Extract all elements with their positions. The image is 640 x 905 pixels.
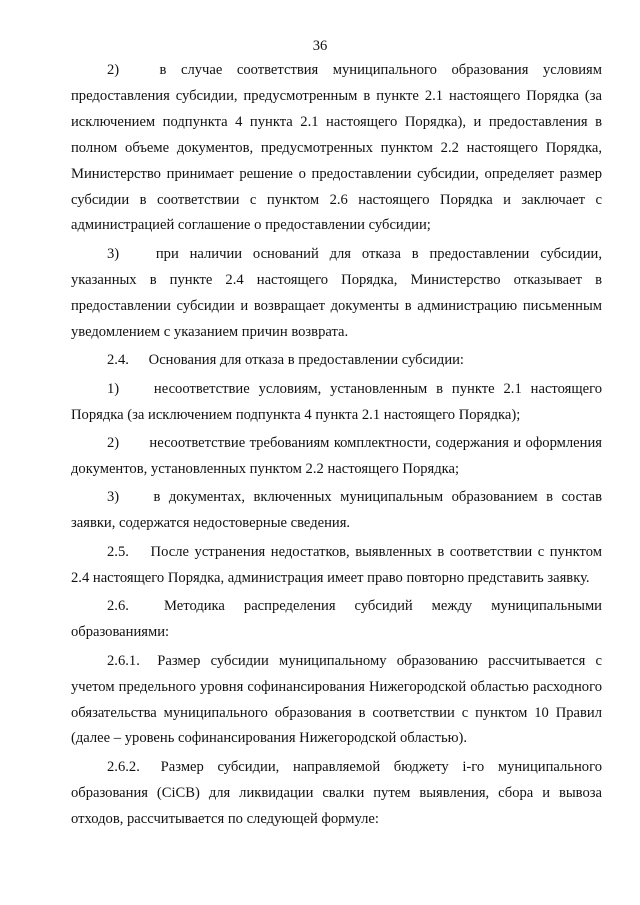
- item-number: 2.5.: [107, 543, 129, 560]
- item-number: 2.4.: [107, 352, 129, 369]
- page-number: 36: [312, 38, 328, 54]
- item-number: 2.6.1.: [107, 652, 140, 669]
- paragraph-text: несоответствие требованиям комплектности, содержания и оформления документов, установленных пунктом 2.2 настоящего Порядка;: [71, 435, 602, 477]
- paragraph: [71, 540, 602, 592]
- paragraph: [71, 377, 602, 429]
- paragraph-text: при наличии оснований для отказа в предоставлении субсидии, указанных в пункте 2.4 настоящего Порядка, Министерство отказывает в предоставлении субсидии и возвращает документы в администрацию письменным уведомлением с указанием причин возврата.: [71, 245, 602, 340]
- paragraph-text: После устранения недостатков, выявленных в соответствии с пунктом 2.4 настоящего Порядка, администрация имеет право повторно представить заявку.: [71, 543, 603, 586]
- paragraph: [71, 58, 602, 239]
- item-number: 1): [107, 380, 120, 397]
- paragraph-text: несоответствие условиям, установленным в пункте 2.1 настоящего Порядка (за исключением подпункта 4 пункта 2.1 настоящего Порядка);: [71, 380, 602, 423]
- paragraph: [71, 348, 602, 374]
- paragraph-text: Размер субсидии муниципальному образованию рассчитывается с учетом предельного уровня софинансирования Нижегородской областью расходного обязательства муниципального образования в соответствии с пунктом 10 Правил (далее – уровень софинансирования Нижегородской областью).: [71, 652, 602, 747]
- paragraph-text: в случае соответствия муниципального образования условиям предоставления субсидии, предусмотренным в пункте 2.1 настоящего Порядка (за исключением подпункта 4 пункта 2.1 настоящего Порядка), и предоставления в полном объеме документов, предусмотренных пунктом 2.2 настоящего Порядка, Министерство принимает решение о предоставлении субсидии, определяет размер субсидии в соответствии с пунктом 2.6 настоящего Порядка и заключает с администрацией соглашение о предоставлении субсидии;: [71, 62, 602, 234]
- item-number: 3): [107, 245, 120, 262]
- paragraph: [71, 431, 602, 483]
- paragraph: [71, 594, 602, 646]
- paragraph-text: Основания для отказа в предоставлении субсидии:: [148, 352, 464, 369]
- paragraph: [71, 755, 602, 833]
- document-body: [71, 58, 602, 835]
- item-number: 2): [107, 62, 120, 78]
- item-number: 2): [107, 435, 120, 452]
- item-number: 2.6.2.: [107, 758, 140, 775]
- paragraph: [71, 485, 602, 537]
- item-number: 2.6.: [107, 598, 129, 615]
- paragraph-text: Методика распределения субсидий между муниципальными образованиями:: [71, 598, 602, 641]
- paragraph-text: Размер субсидии, направляемой бюджету i-го муниципального образования (CiСВ) для ликвидации свалки путем выявления, сбора и вывоза отходов, рассчитывается по следующей формуле:: [71, 758, 602, 827]
- paragraph-text: в документах, включенных муниципальным образованием в состав заявки, содержатся недостоверные сведения.: [71, 489, 602, 532]
- item-number: 3): [107, 489, 120, 506]
- paragraph: [71, 242, 602, 346]
- paragraph: [71, 649, 602, 753]
